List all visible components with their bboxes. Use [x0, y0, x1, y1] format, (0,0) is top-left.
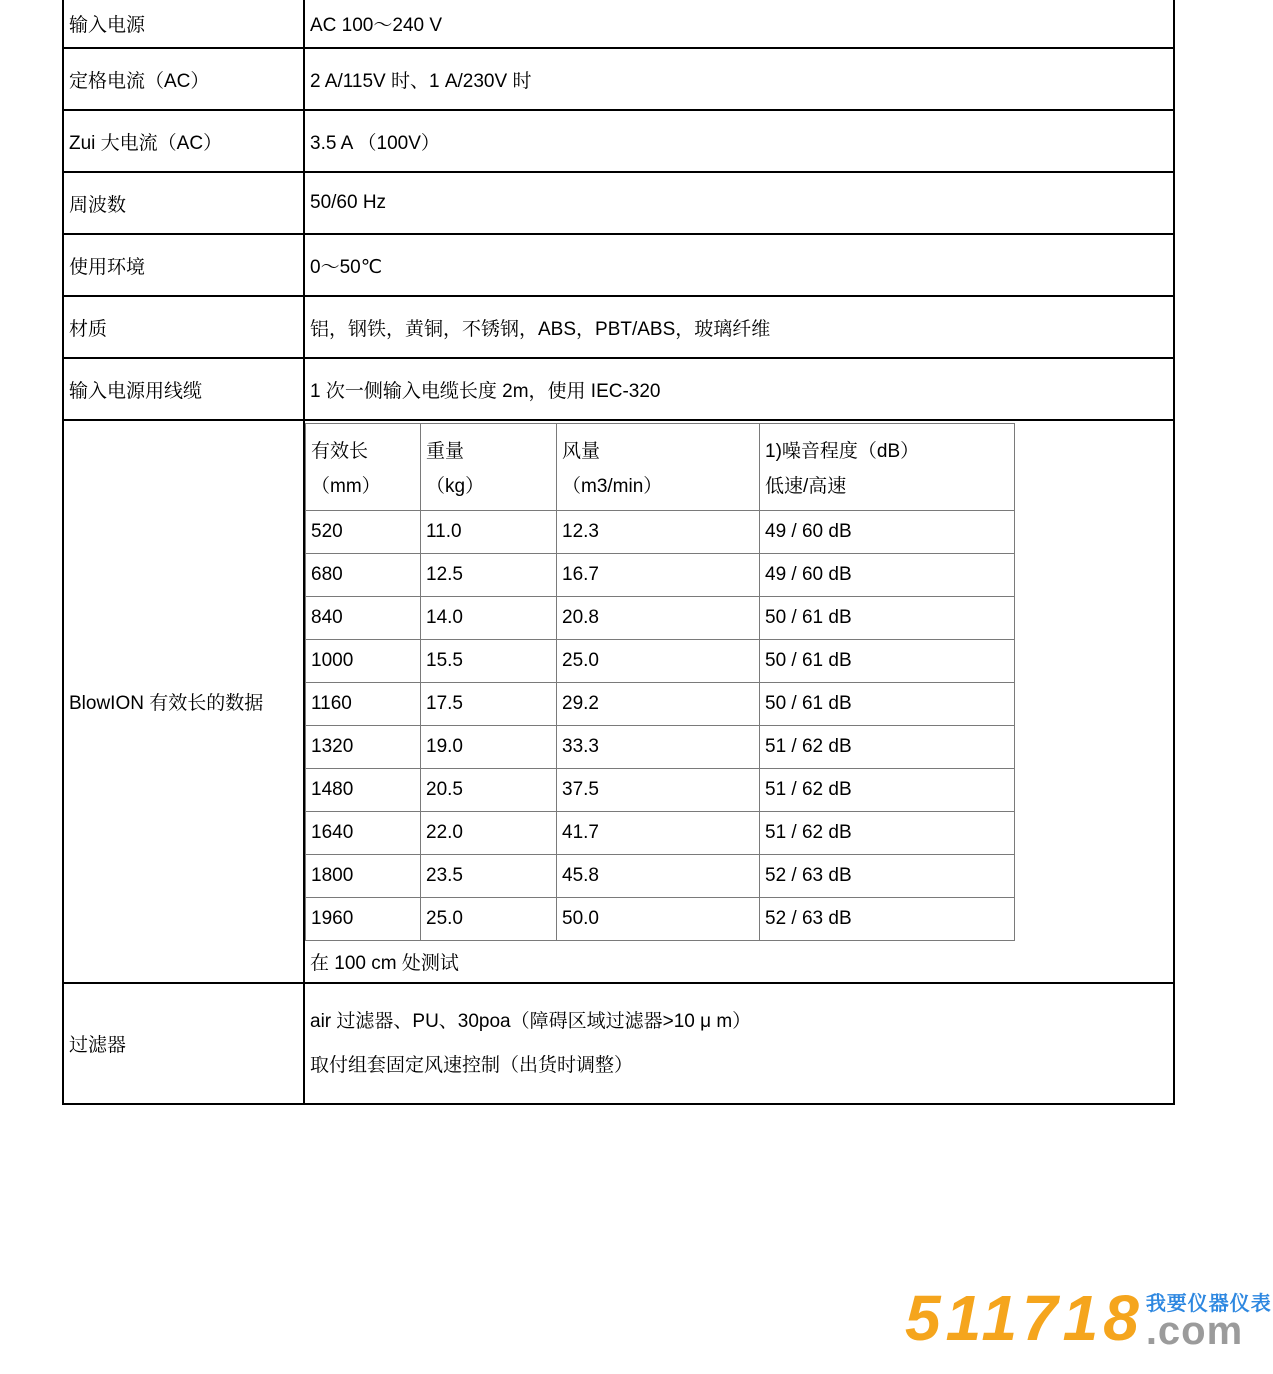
table-cell: 680	[311, 564, 343, 585]
logo-tagline: 我要仪器仪表	[1145, 1293, 1272, 1315]
row-value: 1 次一侧输入电缆长度 2m，使用 IEC-320	[310, 380, 661, 402]
header-cell-noise	[759, 424, 1014, 510]
table-cell: 16.7	[556, 554, 759, 596]
filter-content	[305, 984, 1173, 1103]
header-line: （kg）	[426, 476, 485, 497]
row-value: AC 100～240 V	[310, 15, 443, 36]
table-cell: 1160	[311, 693, 352, 714]
table-cell: 17.5	[420, 683, 556, 725]
header-line: （mm）	[311, 476, 381, 497]
spec-row-environment	[64, 233, 1173, 295]
table-cell: 29.2	[556, 683, 759, 725]
table-cell: 1000	[311, 650, 354, 671]
table-cell: 51 / 62 dB	[759, 769, 1014, 811]
row-label: Zui 大电流（AC）	[64, 111, 305, 171]
table-cell: 51 / 62 dB	[759, 726, 1014, 768]
table-row	[306, 510, 1014, 553]
table-cell: 12.5	[420, 554, 556, 596]
row-label: 材质	[64, 297, 305, 357]
table-row	[306, 725, 1014, 768]
header-line: 1)噪音程度（dB）	[765, 441, 920, 462]
row-value: 50/60 Hz	[310, 192, 387, 213]
table-row	[306, 897, 1014, 940]
table-cell: 49 / 60 dB	[759, 554, 1014, 596]
logo-number: 511718	[905, 1282, 1144, 1354]
blowion-content	[305, 421, 1173, 982]
spec-row-input-power	[64, 0, 1173, 47]
logo-domain: .com	[1145, 1309, 1244, 1353]
blowion-table-header	[306, 424, 1014, 510]
table-cell: 23.5	[420, 855, 556, 897]
header-cell-length	[306, 424, 420, 510]
table-cell: 49 / 60 dB	[759, 511, 1014, 553]
table-row	[306, 639, 1014, 682]
table-cell: 33.3	[556, 726, 759, 768]
spec-row-filter	[64, 982, 1173, 1103]
table-cell: 50 / 61 dB	[759, 640, 1014, 682]
header-line: 有效长	[311, 441, 369, 462]
row-value: 2 A/115V 时、1 A/230V 时	[310, 70, 532, 92]
row-value: 3.5 A （100V）	[310, 132, 440, 154]
logo-right-block	[1145, 1293, 1272, 1353]
spec-row-frequency	[64, 171, 1173, 233]
table-cell: 840	[311, 607, 343, 628]
header-line: （m3/min）	[562, 476, 663, 497]
table-cell: 1480	[311, 779, 354, 800]
table-cell: 41.7	[556, 812, 759, 854]
spec-row-blowion-data	[64, 419, 1173, 982]
row-label: 周波数	[64, 173, 305, 233]
table-cell: 520	[311, 521, 343, 542]
table-cell: 11.0	[420, 511, 556, 553]
row-label: 过滤器	[64, 984, 305, 1103]
table-cell: 1960	[311, 908, 354, 929]
table-cell: 50 / 61 dB	[759, 683, 1014, 725]
measurement-note: 在 100 cm 处测试	[310, 953, 459, 974]
filter-line: 取付组套固定风速控制（出货时调整）	[310, 1054, 634, 1076]
header-line: 风量	[562, 441, 601, 462]
table-cell: 14.0	[420, 597, 556, 639]
header-line: 重量	[426, 441, 465, 462]
table-cell: 25.0	[420, 898, 556, 940]
header-line: 低速/高速	[765, 476, 847, 497]
table-cell: 45.8	[556, 855, 759, 897]
row-value: 0～50℃	[310, 256, 383, 278]
spec-row-power-cable	[64, 357, 1173, 419]
spec-table	[62, 0, 1175, 1105]
header-cell-airflow	[556, 424, 759, 510]
table-cell: 1640	[311, 822, 354, 843]
table-cell: 12.3	[556, 511, 759, 553]
row-label: BlowION 有效长的数据	[64, 421, 305, 982]
table-row	[306, 854, 1014, 897]
table-cell: 22.0	[420, 812, 556, 854]
row-label: 定格电流（AC）	[64, 49, 305, 109]
table-cell: 1320	[311, 736, 354, 757]
table-row	[306, 682, 1014, 725]
row-label: 使用环境	[64, 235, 305, 295]
table-cell: 25.0	[556, 640, 759, 682]
table-cell: 52 / 63 dB	[759, 855, 1014, 897]
spec-row-material	[64, 295, 1173, 357]
table-cell: 50.0	[556, 898, 759, 940]
table-row	[306, 811, 1014, 854]
row-label: 输入电源用线缆	[64, 359, 305, 419]
spec-row-max-current	[64, 109, 1173, 171]
table-cell: 51 / 62 dB	[759, 812, 1014, 854]
table-row	[306, 768, 1014, 811]
filter-line: air 过滤器、PU、30poa（障碍区域过滤器>10 μ m）	[310, 1010, 752, 1032]
row-value: 铝，钢铁，黄铜，不锈钢，ABS，PBT/ABS，玻璃纤维	[310, 318, 771, 340]
table-cell: 20.5	[420, 769, 556, 811]
table-row	[306, 553, 1014, 596]
table-cell: 15.5	[420, 640, 556, 682]
table-cell: 37.5	[556, 769, 759, 811]
table-cell: 50 / 61 dB	[759, 597, 1014, 639]
table-cell: 52 / 63 dB	[759, 898, 1014, 940]
blowion-table	[305, 423, 1015, 941]
table-cell: 1800	[311, 865, 354, 886]
table-cell: 20.8	[556, 597, 759, 639]
row-label: 输入电源	[64, 0, 305, 47]
table-cell: 19.0	[420, 726, 556, 768]
header-cell-weight	[420, 424, 556, 510]
spec-row-rated-current	[64, 47, 1173, 109]
watermark-logo	[905, 1282, 1272, 1354]
table-row	[306, 596, 1014, 639]
